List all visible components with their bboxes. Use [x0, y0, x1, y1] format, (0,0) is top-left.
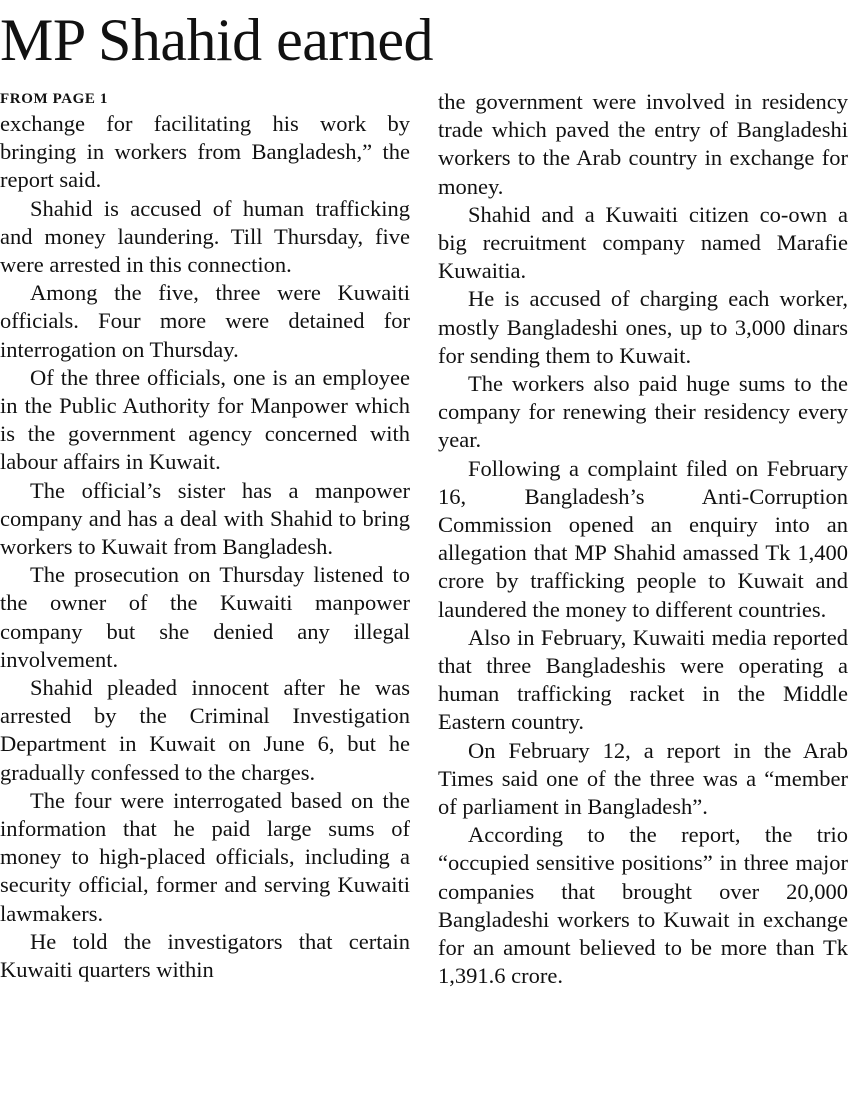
- paragraph: He told the investigators that certain Kuwaiti quarters within: [0, 928, 410, 983]
- paragraph: exchange for facilitating his work by bringing in workers from Bangladesh,” the report said.: [0, 111, 410, 193]
- paragraph: Shahid and a Kuwaiti citizen co-own a big recruitment company named Marafie Kuwaitia.: [438, 201, 848, 284]
- paragraph: Shahid pleaded innocent after he was arrested by the Criminal Investigation Department in Kuwait on June 6, but he gradually confessed to the charges.: [0, 675, 410, 785]
- paragraph: The workers also paid huge sums to the company for renewing their residency every year.: [438, 371, 848, 453]
- paragraph: The prosecution on Thursday listened to the owner of the Kuwaiti manpower company but she denied any illegal involvement.: [0, 562, 410, 672]
- jump-label: FROM PAGE 1: [0, 91, 108, 107]
- paragraph: Also in February, Kuwaiti media reported that three Bangladeshis were operating a human trafficking racket in the Middle Eastern country.: [438, 624, 848, 735]
- paragraph: He is accused of charging each worker, mostly Bangladeshi ones, up to 3,000 dinars for sending them to Kuwait.: [438, 286, 848, 368]
- article-column-left: [0, 88, 410, 984]
- paragraph: Following a complaint filed on February 16, Bangladesh’s Anti-Corruption Commission opened an enquiry into an allegation that MP Shahid amassed Tk 1,400 crore by trafficking people to Kuwait and laundered the money to different countries.: [438, 455, 848, 622]
- paragraph: On February 12, a report in the Arab Times said one of the three was a “member of parliament in Bangladesh”.: [438, 737, 848, 820]
- paragraph: Shahid is accused of human trafficking and money laundering. Till Thursday, five were arrested in this connection.: [0, 195, 410, 278]
- paragraph: The four were interrogated based on the information that he paid large sums of money to high-placed officials, including a security official, former and serving Kuwaiti lawmakers.: [0, 787, 410, 926]
- paragraph: The official’s sister has a manpower company and has a deal with Shahid to bring workers to Kuwait from Bangladesh.: [0, 477, 410, 560]
- paragraph: According to the report, the trio “occupied sensitive positions” in three major companies that brought over 20,000 Bangladeshi workers to Kuwait in exchange for an amount believed to be more than Tk 1,391.6 crore.: [438, 822, 848, 989]
- paragraph: Of the three officials, one is an employee in the Public Authority for Manpower which is the government agency concerned with labour affairs in Kuwait.: [0, 364, 410, 475]
- paragraph: the government were involved in residency trade which paved the entry of Bangladeshi workers to the Arab country in exchange for money.: [438, 89, 848, 199]
- paragraph: Among the five, three were Kuwaiti officials. Four more were detained for interrogation on Thursday.: [0, 280, 410, 362]
- headline: MP Shahid earned: [0, 7, 434, 73]
- article-column-right: [438, 88, 848, 991]
